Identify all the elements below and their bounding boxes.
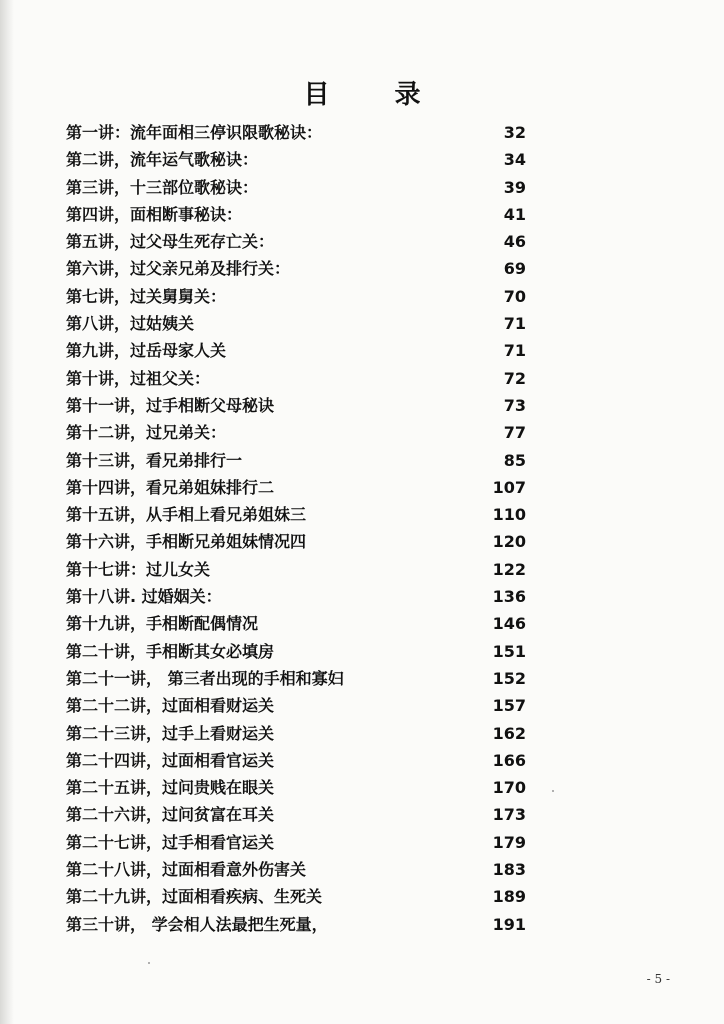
toc-entry-title: 第十九讲，手相断配偶情况: [66, 614, 259, 634]
toc-entry-page: 107: [492, 477, 526, 497]
toc-entry-page: 170: [492, 778, 526, 798]
page-number: - 5 -: [646, 972, 670, 986]
toc-entry: [66, 556, 526, 583]
toc-entry: [66, 583, 526, 610]
toc-entry-title: 第八讲，过姑姨关: [66, 314, 195, 334]
toc-entry-page: 39: [503, 177, 526, 197]
toc-entry-page: 77: [503, 423, 526, 443]
toc-entry-page: 34: [503, 150, 526, 170]
scan-edge-shadow: [0, 0, 14, 1024]
toc-entry-title: 第十四讲，看兄弟姐妹排行二: [66, 477, 275, 497]
toc-entry-page: 136: [492, 587, 526, 607]
scan-speck: [552, 790, 554, 792]
toc-entry-page: 157: [492, 696, 526, 716]
toc-entry-title: 第六讲，过父亲兄弟及排行关：: [66, 259, 291, 279]
toc-entry: [66, 392, 526, 419]
toc-entry-page: 41: [503, 204, 526, 224]
toc-entry: [66, 255, 526, 282]
toc-entry-title: 第十三讲，看兄弟排行一: [66, 450, 243, 470]
toc-entry: [66, 692, 526, 719]
toc-entry-title: 第二十九讲，过面相看疾病、生死关: [66, 887, 323, 907]
toc-entry-title: 第十五讲，从手相上看兄弟姐妹三: [66, 505, 307, 525]
toc-entry-title: 第三十讲， 学会相人法最把生死量，: [66, 914, 328, 934]
toc-entry: [66, 720, 526, 747]
toc-entry-title: 第十讲，过祖父关：: [66, 368, 211, 388]
toc-entry-page: 46: [503, 232, 526, 252]
toc-entry-page: 191: [492, 914, 526, 934]
toc-entry: [66, 146, 526, 173]
toc-entry: [66, 501, 526, 528]
toc-entry-title: 第三讲，十三部位歌秘诀：: [66, 177, 259, 197]
toc-entry: [66, 665, 526, 692]
page-title: 目 录: [303, 80, 449, 110]
toc-entry-page: 162: [492, 723, 526, 743]
toc-entry-page: 173: [492, 805, 526, 825]
scan-speck: [148, 962, 150, 964]
toc-entry-title: 第四讲，面相断事秘诀：: [66, 204, 243, 224]
toc-entry-page: 152: [492, 668, 526, 688]
toc-entry-page: 120: [492, 532, 526, 552]
toc-entry-title: 第二十七讲，过手相看官运关: [66, 832, 275, 852]
toc-entry: [66, 337, 526, 364]
toc-entry-title: 第七讲，过关舅舅关：: [66, 286, 227, 306]
toc-entry: [66, 201, 526, 228]
toc-entry-title: 第二十五讲，过问贵贱在眼关: [66, 778, 275, 798]
toc-entry-title: 第十七讲：过儿女关: [66, 559, 211, 579]
table-of-contents: [66, 119, 526, 938]
toc-entry: [66, 801, 526, 828]
toc-entry-page: 122: [492, 559, 526, 579]
toc-entry: [66, 310, 526, 337]
toc-entry-page: 183: [492, 860, 526, 880]
toc-entry-page: 179: [492, 832, 526, 852]
toc-entry: [66, 228, 526, 255]
toc-entry: [66, 638, 526, 665]
toc-entry-page: 72: [503, 368, 526, 388]
toc-entry: [66, 856, 526, 883]
toc-entry-title: 第一讲：流年面相三停识限歌秘诀：: [66, 123, 323, 142]
toc-entry-page: 189: [492, 887, 526, 907]
toc-entry-page: 166: [492, 750, 526, 770]
toc-entry: [66, 610, 526, 637]
toc-entry-title: 第十六讲，手相断兄弟姐妹情况四: [66, 532, 307, 552]
toc-entry: [66, 774, 526, 801]
toc-entry-page: 32: [503, 123, 526, 142]
toc-entry-page: 146: [492, 614, 526, 634]
toc-entry-title: 第十二讲，过兄弟关：: [66, 423, 227, 443]
toc-entry-title: 第十一讲，过手相断父母秘诀: [66, 395, 275, 415]
toc-entry: [66, 528, 526, 555]
toc-entry-title: 第二十四讲，过面相看官运关: [66, 750, 275, 770]
toc-entry-title: 第二十二讲，过面相看财运关: [66, 696, 275, 716]
toc-entry: [66, 474, 526, 501]
toc-entry: [66, 119, 526, 146]
toc-entry-title: 第二十八讲，过面相看意外伤害关: [66, 860, 307, 880]
toc-entry: [66, 365, 526, 392]
toc-entry: [66, 911, 526, 938]
toc-entry: [66, 829, 526, 856]
toc-entry: [66, 883, 526, 910]
toc-entry-page: 73: [503, 395, 526, 415]
toc-entry-title: 第二十三讲，过手上看财运关: [66, 723, 275, 743]
toc-entry-title: 第二十六讲，过问贫富在耳关: [66, 805, 275, 825]
toc-entry: [66, 447, 526, 474]
toc-entry-page: 71: [503, 341, 526, 361]
toc-entry-page: 70: [503, 286, 526, 306]
toc-entry: [66, 747, 526, 774]
toc-entry: [66, 419, 526, 446]
toc-entry-title: 第五讲，过父母生死存亡关：: [66, 232, 275, 252]
toc-entry-title: 第十八讲. 过婚姻关：: [66, 587, 222, 607]
toc-entry-title: 第二十讲，手相断其女必填房: [66, 641, 275, 661]
toc-entry-page: 85: [503, 450, 526, 470]
toc-entry: [66, 283, 526, 310]
toc-entry-title: 第二十一讲， 第三者出现的手相和寡妇: [66, 668, 344, 688]
toc-entry-page: 71: [503, 314, 526, 334]
toc-entry-page: 151: [492, 641, 526, 661]
toc-entry-title: 第二讲，流年运气歌秘诀：: [66, 150, 259, 170]
toc-entry-page: 110: [492, 505, 526, 525]
toc-entry: [66, 174, 526, 201]
toc-entry-page: 69: [503, 259, 526, 279]
toc-entry-title: 第九讲，过岳母家人关: [66, 341, 227, 361]
